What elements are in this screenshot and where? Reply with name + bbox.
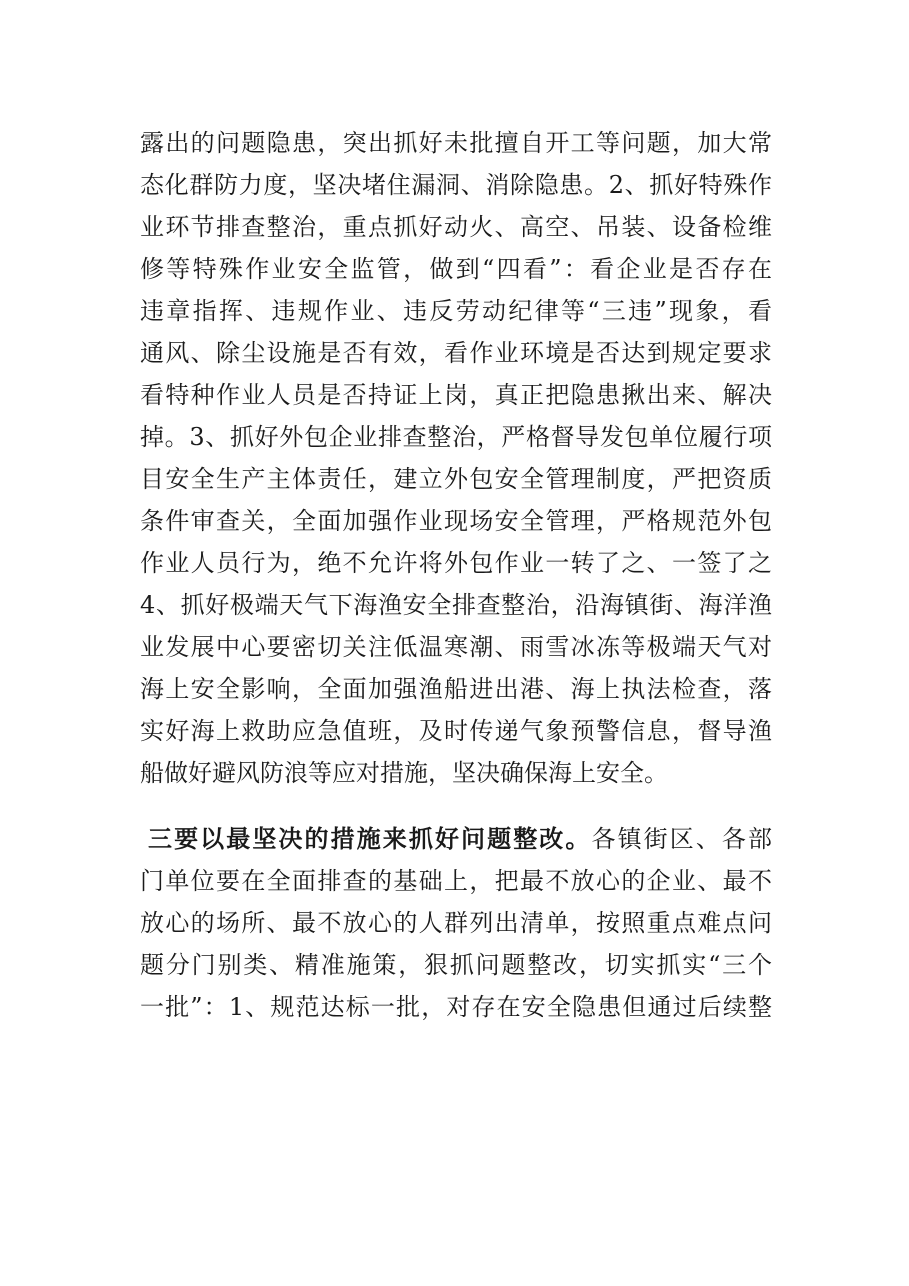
text-line: 露出的问题隐患，突出抓好未批擅自开工等问题，加大常	[140, 129, 772, 157]
text-line: 条件审查关，全面加强作业现场安全管理，严格规范外包	[140, 507, 772, 535]
paragraph-heading: 三要以最坚决的措施来抓好问题整改。	[148, 825, 592, 853]
text-line: 业环节排查整治，重点抓好动火、高空、吊装、设备检维	[140, 213, 772, 241]
text-line: 修等特殊作业安全监管，做到“四看”：看企业是否存在	[140, 255, 772, 283]
text-line: 一批”：1、规范达标一批，对存在安全隐患但通过后续整	[140, 993, 772, 1021]
text-line: 看特种作业人员是否持证上岗，真正把隐患揪出来、解决	[140, 381, 772, 409]
text-line: 题分门别类、精准施策，狠抓问题整改，切实抓实“三个	[140, 951, 772, 979]
paragraph-2-first-line	[140, 818, 772, 860]
text-line: 作业人员行为，绝不允许将外包作业一转了之、一签了之	[140, 549, 772, 577]
text-line: 船做好避风防浪等应对措施，坚决确保海上安全。	[140, 759, 668, 787]
text-line: 通风、除尘设施是否有效，看作业环境是否达到规定要求	[140, 339, 772, 367]
text-line: 门单位要在全面排查的基础上，把最不放心的企业、最不	[140, 867, 772, 895]
paragraph-2	[140, 818, 772, 1028]
text-line: 态化群防力度，坚决堵住漏洞、消除隐患。2、抓好特殊作	[140, 171, 772, 199]
paragraph-2-first-line-text: 各镇街区、各部	[591, 825, 773, 853]
text-line: 实好海上救助应急值班，及时传递气象预警信息，督导渔	[140, 717, 772, 745]
text-line: 目安全生产主体责任，建立外包安全管理制度，严把资质	[140, 465, 772, 493]
text-line: 海上安全影响，全面加强渔船进出港、海上执法检查，落	[140, 675, 772, 703]
paragraph-1	[140, 122, 772, 794]
paragraph-spacer	[140, 794, 772, 818]
text-line: 违章指挥、违规作业、违反劳动纪律等“三违”现象，看	[140, 297, 772, 325]
document-body	[140, 122, 772, 1028]
text-line: 放心的场所、最不放心的人群列出清单，按照重点难点问	[140, 909, 772, 937]
text-line: 业发展中心要密切关注低温寒潮、雨雪冰冻等极端天气对	[140, 633, 772, 661]
text-line: 掉。3、抓好外包企业排查整治，严格督导发包单位履行项	[140, 423, 772, 451]
text-line: 4、抓好极端天气下海渔安全排查整治，沿海镇街、海洋渔	[140, 591, 772, 619]
